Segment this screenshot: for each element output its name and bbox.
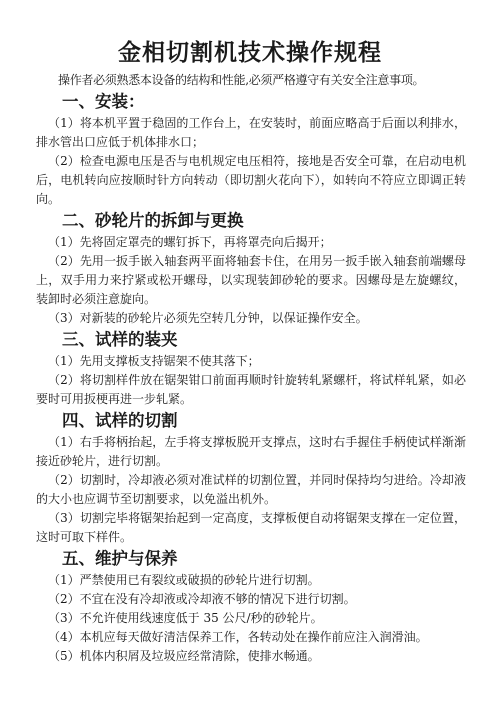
paragraph: （5）机体内积屑及垃圾应经常清除，使排水畅通。 [48,649,320,663]
paragraph: （1）先将固定罩壳的螺钉拆下，再将罩壳向后揭开； [48,235,332,249]
section-wheel-replacement [36,209,466,328]
paragraph: （3）对新装的砂轮片必须先空转几分钟，以保证操作安全。 [48,311,368,325]
section-installation [36,90,466,209]
paragraph: （3）不允许使用线速度低于 35 公尺/秒的砂轮片。 [48,611,323,625]
paragraph: （4）本机应每天做好清洁保养工作，各转动处在操作前应注入润滑油。 [48,630,428,644]
paragraph: （1）严禁使用已有裂纹或破损的砂轮片进行切割。 [48,573,320,587]
section-sample-cutting [36,409,466,547]
paragraph: （3）切割完毕将锯架抬起到一定高度，支撑板便自动将锯架支撑在一定位置，这时可取下样件。 [36,511,466,544]
paragraph: （2）不宜在没有冷却液或冷却液不够的情况下进行切割。 [48,592,356,606]
section-maintenance [36,547,466,666]
section-heading: 五、维护与保养 [62,549,178,568]
paragraph: （2）先用一扳手嵌入轴套两平面将轴套卡住，在用另一扳手嵌入轴套前端螺母上，双手用力来拧紧或松开螺母，以实现装卸砂轮的要求。因螺母是左旋螺纹，装卸时必须注意旋向。 [36,254,466,306]
paragraph: （1）右手将柄抬起，左手将支撑板脱开支撑点，这时右手握住手柄使试样渐渐接近砂轮片，进行切割。 [36,435,466,468]
paragraph: （1）将本机平置于稳固的工作台上，在安装时，前面应略高于后面以利排水，排水管出口应低于机体排水口； [36,116,466,149]
paragraph: （2）切割时，冷却液必须对准试样的切割位置，并同时保持均匀进给。冷却液的大小也应调节至切割要求，以免溢出机外。 [36,473,466,506]
paragraph: （2）将切割样件放在锯架钳口前面再顺时针旋转轧紧螺杆，将试样轧紧，如必要时可用扳梗再进一步轧紧。 [36,373,466,406]
document-title: 金相切割机技术操作规程 [118,40,382,66]
paragraph: （1）先用支撑板支持锯架不使其落下； [48,354,260,368]
section-heading: 四、试样的切割 [62,411,178,430]
section-sample-clamping [36,328,466,409]
section-heading: 二、砂轮片的拆卸与更换 [62,211,244,230]
intro-text: 操作者必须熟悉本设备的结构和性能,必须严格遵守有关安全注意事项。 [58,73,425,87]
paragraph: （2）检查电源电压是否与电机规定电压相符，接地是否安全可靠，在启动电机后，电机转向应按顺时针方向转动（即切割火花向下），如转向不符应立即调正转向。 [36,154,466,206]
section-heading: 一、安装： [62,92,145,111]
section-heading: 三、试样的装夹 [62,330,178,349]
document-body [36,90,466,666]
